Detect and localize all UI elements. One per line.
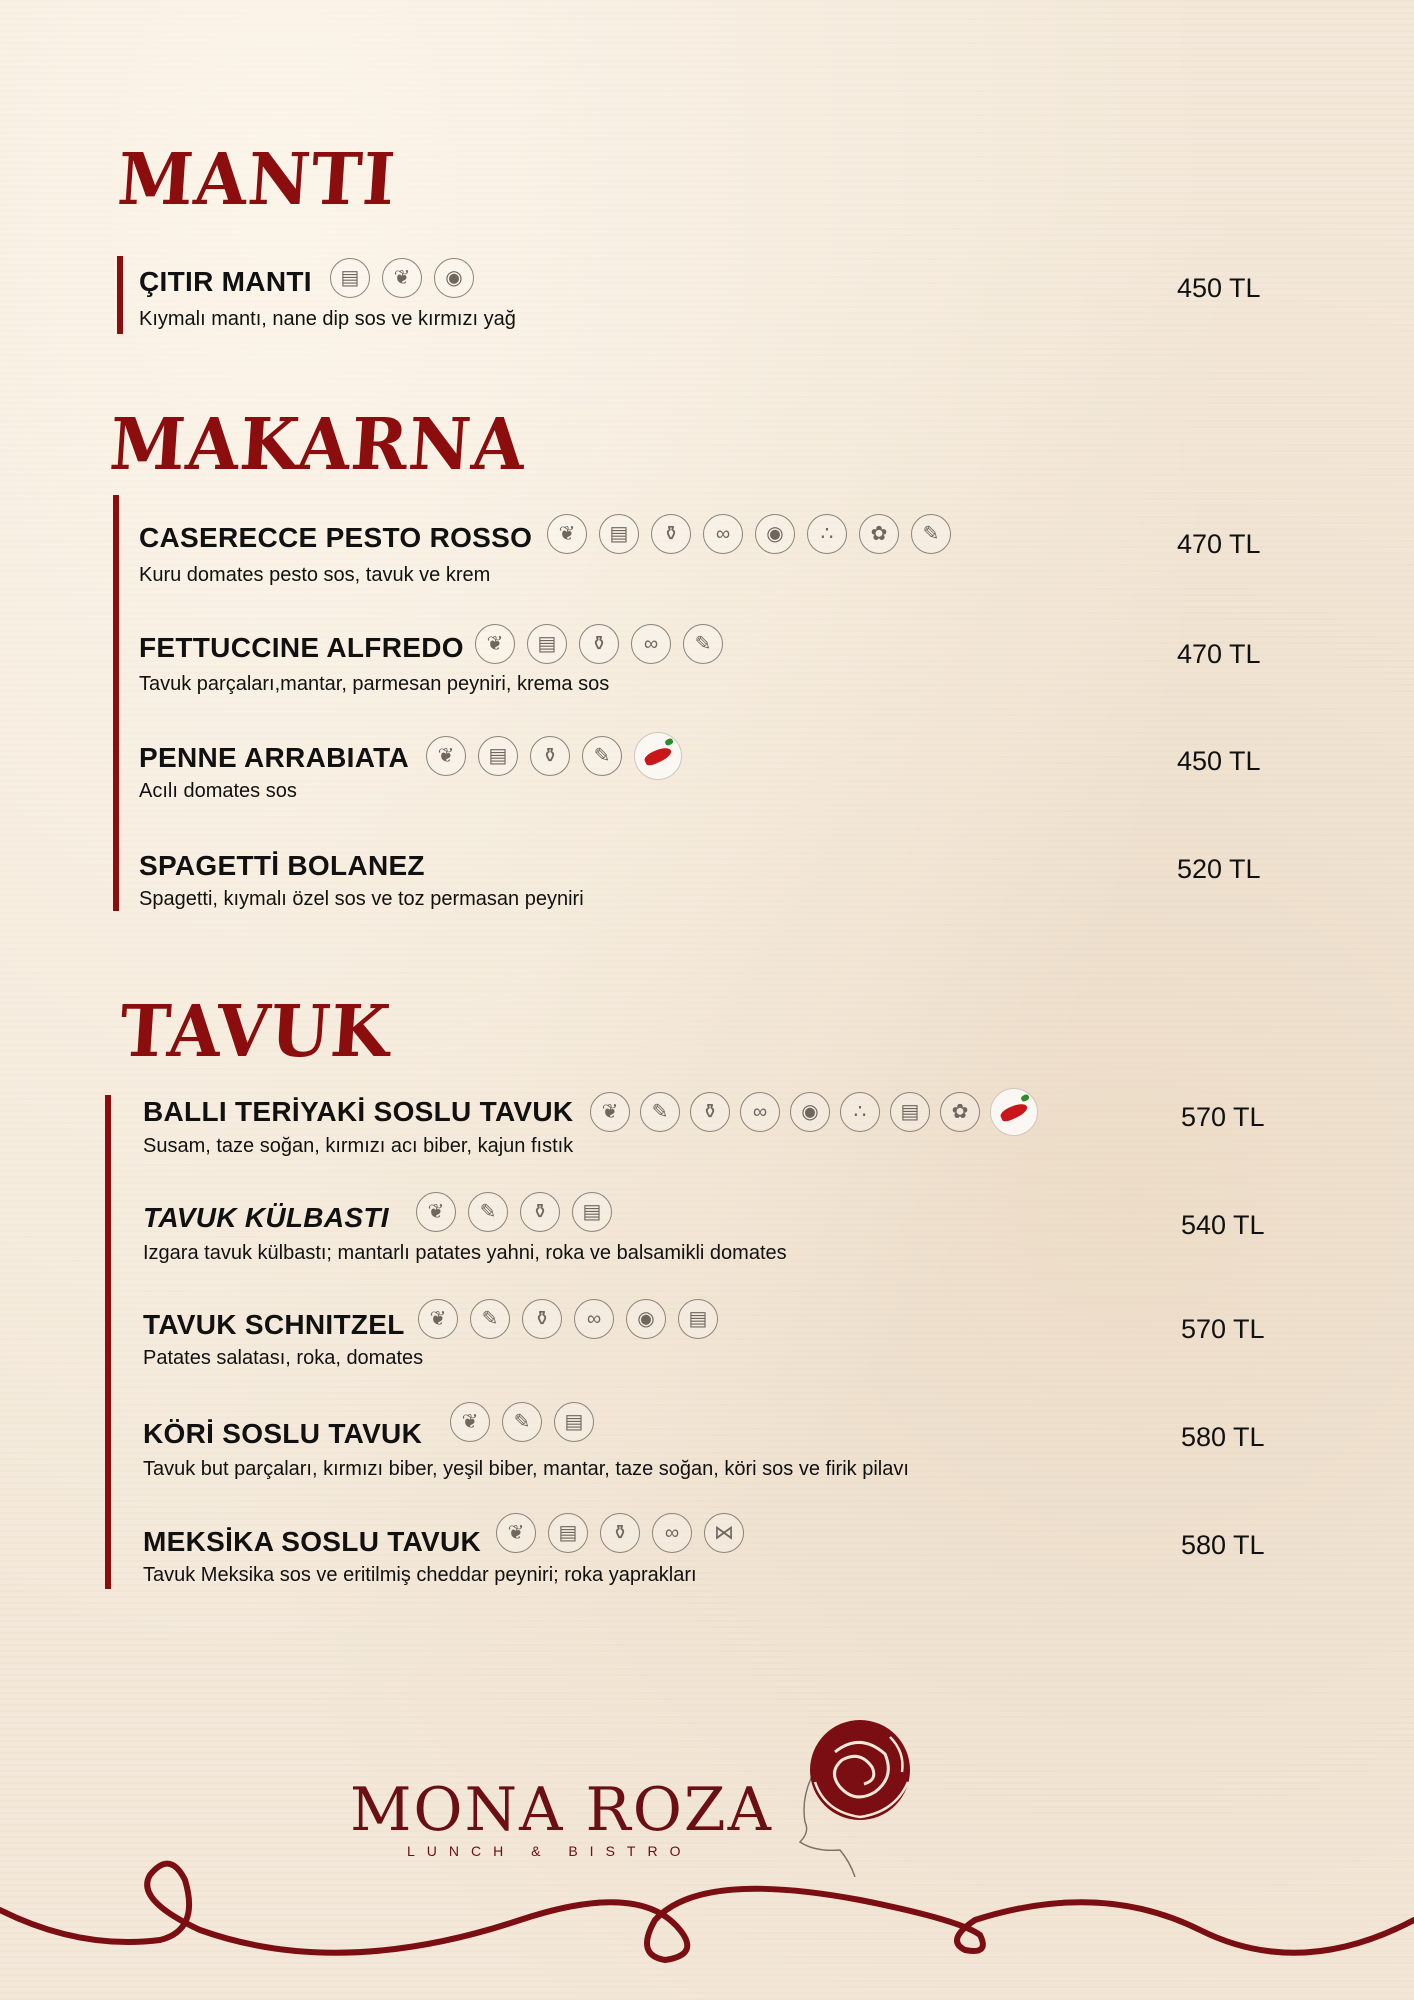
- menu-item: [0, 258, 1414, 348]
- section-title-tavuk: TAVUK: [117, 990, 394, 1074]
- item-desc: Kıymalı mantı, nane dip sos ve kırmızı yağ: [139, 308, 516, 330]
- egg-icon: ◉: [790, 1092, 830, 1132]
- item-desc: Spagetti, kıymalı özel sos ve toz permasan peyniri: [139, 888, 584, 910]
- allergen-icons: [450, 1402, 594, 1442]
- item-desc: Acılı domates sos: [139, 780, 297, 802]
- wheat-icon: ❦: [547, 514, 587, 554]
- allergen-icons: [416, 1192, 612, 1232]
- bottle-icon: ⚱: [600, 1513, 640, 1553]
- chili-icon: [634, 732, 682, 780]
- menu-item: [0, 1297, 1414, 1387]
- section-title-manti: MANTI: [115, 138, 399, 222]
- mustard-icon: ✎: [911, 514, 951, 554]
- menu-item: [0, 1510, 1414, 1600]
- fish-icon: ⋈: [704, 1513, 744, 1553]
- item-price: 580 TL: [1181, 1530, 1265, 1560]
- item-name: BALLI TERİYAKİ SOSLU TAVUK: [143, 1096, 574, 1127]
- jar-icon: ▤: [678, 1299, 718, 1339]
- menu-item: [0, 728, 1414, 818]
- item-name: MEKSİKA SOSLU TAVUK: [143, 1526, 482, 1557]
- section-title-makarna: MAKARNA: [107, 403, 529, 487]
- allergen-icons: [496, 1513, 744, 1553]
- item-name: KÖRİ SOSLU TAVUK: [143, 1418, 423, 1449]
- mustard-icon: ✎: [683, 624, 723, 664]
- allergen-icons: [426, 732, 682, 780]
- item-name: FETTUCCINE ALFREDO: [139, 632, 464, 663]
- item-price: 470 TL: [1177, 639, 1261, 669]
- menu-item: [0, 512, 1414, 602]
- jar-icon: ▤: [548, 1513, 588, 1553]
- bottle-icon: ⚱: [530, 736, 570, 776]
- item-name: PENNE ARRABIATA: [139, 742, 409, 773]
- egg-icon: ◉: [626, 1299, 666, 1339]
- brand-name: MONA ROZA: [350, 1775, 773, 1845]
- peanut-icon: ∞: [703, 514, 743, 554]
- item-price: 580 TL: [1181, 1422, 1265, 1452]
- allergen-icons: [475, 624, 723, 664]
- decorative-wave: [0, 1840, 1414, 2000]
- item-desc: Kuru domates pesto sos, tavuk ve krem: [139, 564, 491, 586]
- allergen-icons: [418, 1299, 718, 1339]
- wheat-icon: ❦: [475, 624, 515, 664]
- mustard-icon: ✎: [582, 736, 622, 776]
- item-name: TAVUK SCHNITZEL: [143, 1309, 405, 1340]
- mustard-icon: ✎: [640, 1092, 680, 1132]
- jar-icon: ▤: [599, 514, 639, 554]
- wheat-icon: ❦: [416, 1192, 456, 1232]
- bottle-icon: ⚱: [690, 1092, 730, 1132]
- peanut-icon: ∞: [652, 1513, 692, 1553]
- celery-icon: ✿: [940, 1092, 980, 1132]
- wheat-icon: ❦: [426, 736, 466, 776]
- wheat-icon: ❦: [418, 1299, 458, 1339]
- peanut-icon: ∞: [740, 1092, 780, 1132]
- celery-icon: ✿: [859, 514, 899, 554]
- wheat-icon: ❦: [496, 1513, 536, 1553]
- item-desc: Susam, taze soğan, kırmızı acı biber, kajun fıstık: [143, 1135, 574, 1157]
- mustard-icon: ✎: [470, 1299, 510, 1339]
- item-desc: Tavuk parçaları,mantar, parmesan peyniri, krema sos: [139, 673, 610, 695]
- brand-subtitle: LUNCH & BISTRO: [407, 1843, 693, 1859]
- egg-icon: ◉: [755, 514, 795, 554]
- bottle-icon: ⚱: [520, 1192, 560, 1232]
- wheat-icon: ❦: [450, 1402, 490, 1442]
- bottle-icon: ⚱: [579, 624, 619, 664]
- bottle-icon: ⚱: [651, 514, 691, 554]
- jar-icon: ▤: [572, 1192, 612, 1232]
- item-desc: Patates salatası, roka, domates: [143, 1347, 424, 1369]
- jar-icon: ▤: [890, 1092, 930, 1132]
- wheat-icon: ❦: [590, 1092, 630, 1132]
- item-price: 450 TL: [1177, 746, 1261, 776]
- jar-icon: ▤: [554, 1402, 594, 1442]
- item-price: 470 TL: [1177, 529, 1261, 559]
- jar-icon: ▤: [478, 736, 518, 776]
- item-name: ÇITIR MANTI: [139, 266, 312, 297]
- menu-item: [0, 1400, 1414, 1490]
- item-price: 540 TL: [1181, 1210, 1265, 1240]
- peanut-icon: ∞: [631, 624, 671, 664]
- item-name: TAVUK KÜLBASTI: [143, 1202, 389, 1233]
- item-desc: Izgara tavuk külbastı; mantarlı patates yahni, roka ve balsamikli domates: [143, 1242, 787, 1264]
- sesame-icon: ∴: [807, 514, 847, 554]
- item-desc: Tavuk Meksika sos ve eritilmiş cheddar peyniri; roka yaprakları: [143, 1564, 697, 1586]
- item-name: SPAGETTİ BOLANEZ: [139, 850, 425, 881]
- item-price: 450 TL: [1177, 273, 1261, 303]
- jar-icon: ▤: [527, 624, 567, 664]
- mustard-icon: ✎: [502, 1402, 542, 1442]
- menu-item: [0, 1192, 1414, 1282]
- peanut-icon: ∞: [574, 1299, 614, 1339]
- menu-item: [0, 622, 1414, 712]
- egg-icon: ◉: [434, 258, 474, 298]
- mustard-icon: ✎: [468, 1192, 508, 1232]
- item-desc: Tavuk but parçaları, kırmızı biber, yeşil biber, mantar, taze soğan, köri sos ve firik pilavı: [143, 1458, 909, 1480]
- item-name: CASERECCE PESTO ROSSO: [139, 522, 533, 553]
- allergen-icons: [547, 514, 951, 554]
- wheat-icon: ❦: [382, 258, 422, 298]
- allergen-icons: [590, 1088, 1038, 1136]
- item-price: 520 TL: [1177, 854, 1261, 884]
- menu-item: [0, 848, 1414, 938]
- allergen-icons: [330, 258, 474, 298]
- sesame-icon: ∴: [840, 1092, 880, 1132]
- jar-icon: ▤: [330, 258, 370, 298]
- bottle-icon: ⚱: [522, 1299, 562, 1339]
- item-price: 570 TL: [1181, 1102, 1265, 1132]
- menu-item: [0, 1084, 1414, 1174]
- item-price: 570 TL: [1181, 1314, 1265, 1344]
- chili-icon: [990, 1088, 1038, 1136]
